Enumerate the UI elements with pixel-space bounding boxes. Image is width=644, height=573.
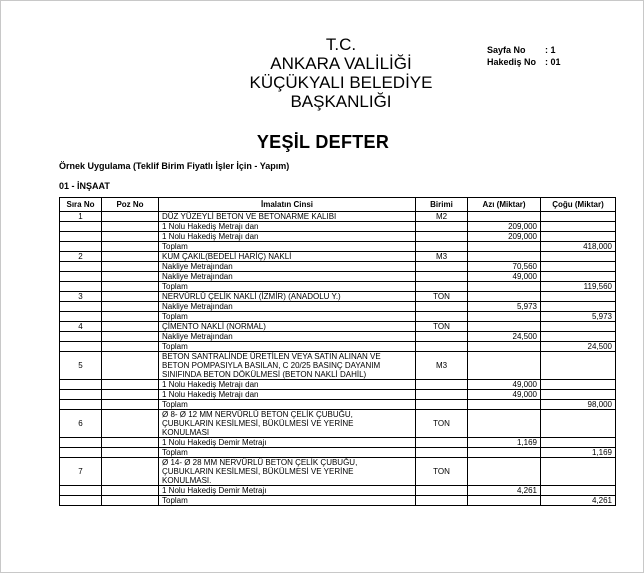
- institution-title: [201, 35, 481, 111]
- cell-poz: [102, 252, 159, 262]
- cell-birim: [416, 496, 468, 506]
- table-row: [60, 292, 616, 302]
- cell-sira: [60, 232, 102, 242]
- title-line-1: T.C.: [325, 35, 357, 54]
- cell-cogu: [541, 252, 616, 262]
- cell-poz: [102, 212, 159, 222]
- cell-poz: [102, 400, 159, 410]
- section-heading: 01 - İNŞAAT: [59, 181, 110, 191]
- cell-azi: 49,000: [468, 272, 541, 282]
- table-row: [60, 312, 616, 322]
- cell-cogu: [541, 322, 616, 332]
- table-row: [60, 352, 616, 380]
- cell-cogu: [541, 438, 616, 448]
- cell-birim: [416, 282, 468, 292]
- cell-birim: [416, 272, 468, 282]
- cell-birim: [416, 400, 468, 410]
- cell-sira: [60, 438, 102, 448]
- cell-birim: TON: [416, 410, 468, 438]
- table-row: [60, 380, 616, 390]
- cell-cins: Nakliye Metrajından: [159, 302, 416, 312]
- cell-azi: [468, 212, 541, 222]
- cell-cins: Toplam: [159, 282, 416, 292]
- cell-cins: Toplam: [159, 496, 416, 506]
- table-row: [60, 410, 616, 438]
- table-row: [60, 282, 616, 292]
- column-header-poz: Poz No: [102, 198, 159, 212]
- page-number-value: : 1: [545, 45, 556, 55]
- cell-cogu: 24,500: [541, 342, 616, 352]
- table-row: [60, 332, 616, 342]
- cell-birim: [416, 380, 468, 390]
- cell-azi: [468, 458, 541, 486]
- cell-azi: 5,973: [468, 302, 541, 312]
- cell-sira: [60, 312, 102, 322]
- cell-poz: [102, 292, 159, 302]
- cell-sira: [60, 380, 102, 390]
- table-row: [60, 262, 616, 272]
- cell-poz: [102, 458, 159, 486]
- table-row: [60, 486, 616, 496]
- cell-sira: [60, 262, 102, 272]
- cell-azi: 4,261: [468, 486, 541, 496]
- table-row: [60, 400, 616, 410]
- title-line-4: BAŞKANLIĞI: [290, 92, 392, 111]
- cell-cogu: [541, 486, 616, 496]
- table-row: [60, 342, 616, 352]
- cell-birim: [416, 222, 468, 232]
- cell-cins: BETON SANTRALİNDE ÜRETİLEN VEYA SATIN ALINAN VE BETON POMPASIYLA BASILAN, C 20/25 BASINÇ DAYANIM SINIFINDA BETON DÖKÜLMESİ (BETON NAKLİ DAHİL): [159, 352, 416, 380]
- hakedis-number-value: : 01: [545, 57, 561, 67]
- cell-cogu: [541, 222, 616, 232]
- cell-poz: [102, 282, 159, 292]
- table-row: [60, 222, 616, 232]
- cell-birim: [416, 242, 468, 252]
- title-line-3: KÜÇÜKYALI BELEDİYE: [249, 73, 433, 92]
- cell-azi: 209,000: [468, 232, 541, 242]
- cell-azi: [468, 400, 541, 410]
- cell-cogu: [541, 232, 616, 242]
- table-row: [60, 496, 616, 506]
- cell-poz: [102, 352, 159, 380]
- cell-sira: [60, 496, 102, 506]
- cell-poz: [102, 448, 159, 458]
- table-row: [60, 438, 616, 448]
- cell-cins: Toplam: [159, 312, 416, 322]
- cell-cogu: [541, 352, 616, 380]
- table-row: [60, 390, 616, 400]
- table-row: [60, 242, 616, 252]
- cell-cogu: [541, 410, 616, 438]
- cell-cogu: 4,261: [541, 496, 616, 506]
- page-meta: [487, 45, 561, 69]
- cell-azi: [468, 282, 541, 292]
- table-row: [60, 458, 616, 486]
- cell-birim: [416, 332, 468, 342]
- table-row: [60, 232, 616, 242]
- cell-cogu: [541, 332, 616, 342]
- cell-sira: 4: [60, 322, 102, 332]
- cell-poz: [102, 222, 159, 232]
- cell-cins: Toplam: [159, 448, 416, 458]
- cell-cins: 1 Nolu Hakediş Metrajı dan: [159, 232, 416, 242]
- cell-poz: [102, 232, 159, 242]
- cell-poz: [102, 302, 159, 312]
- cell-cogu: [541, 292, 616, 302]
- column-header-cogu: Çoğu (Miktar): [541, 198, 616, 212]
- cell-azi: [468, 342, 541, 352]
- cell-cins: 1 Nolu Hakediş Demir Metrajı: [159, 486, 416, 496]
- column-header-azi: Azı (Miktar): [468, 198, 541, 212]
- cell-cins: Toplam: [159, 242, 416, 252]
- cell-sira: 1: [60, 212, 102, 222]
- cell-cins: NERVÜRLÜ ÇELİK NAKLİ (İZMİR) (ANADOLU Y.): [159, 292, 416, 302]
- cell-birim: [416, 486, 468, 496]
- table-row: [60, 252, 616, 262]
- cell-birim: [416, 302, 468, 312]
- cell-birim: [416, 312, 468, 322]
- cell-sira: [60, 222, 102, 232]
- cell-azi: 49,000: [468, 390, 541, 400]
- cell-cins: 1 Nolu Hakediş Demir Metrajı: [159, 438, 416, 448]
- cell-poz: [102, 322, 159, 332]
- cell-birim: M2: [416, 212, 468, 222]
- cell-cins: Nakliye Metrajından: [159, 332, 416, 342]
- cell-cins: DÜZ YÜZEYLİ BETON VE BETONARME KALIBI: [159, 212, 416, 222]
- cell-azi: 70,560: [468, 262, 541, 272]
- cell-cogu: [541, 390, 616, 400]
- cell-sira: 2: [60, 252, 102, 262]
- cell-poz: [102, 496, 159, 506]
- cell-birim: TON: [416, 292, 468, 302]
- cell-cins: Toplam: [159, 400, 416, 410]
- cell-sira: 7: [60, 458, 102, 486]
- column-header-birim: Birimi: [416, 198, 468, 212]
- cell-sira: [60, 272, 102, 282]
- cell-cins: 1 Nolu Hakediş Metrajı dan: [159, 222, 416, 232]
- cell-cogu: [541, 262, 616, 272]
- cell-cogu: 119,560: [541, 282, 616, 292]
- cell-birim: M3: [416, 252, 468, 262]
- cell-sira: [60, 342, 102, 352]
- cell-poz: [102, 262, 159, 272]
- cell-birim: [416, 438, 468, 448]
- cell-cins: Toplam: [159, 342, 416, 352]
- cell-poz: [102, 242, 159, 252]
- cell-sira: [60, 332, 102, 342]
- cell-sira: [60, 486, 102, 496]
- cell-cins: Nakliye Metrajından: [159, 272, 416, 282]
- cell-cins: KUM ÇAKIL(BEDELİ HARİÇ) NAKLİ: [159, 252, 416, 262]
- cell-cogu: [541, 302, 616, 312]
- table-row: [60, 448, 616, 458]
- cell-azi: [468, 410, 541, 438]
- cell-birim: [416, 232, 468, 242]
- cell-sira: [60, 282, 102, 292]
- cell-sira: 3: [60, 292, 102, 302]
- cell-poz: [102, 332, 159, 342]
- cell-cogu: [541, 212, 616, 222]
- cell-azi: [468, 242, 541, 252]
- cell-poz: [102, 272, 159, 282]
- cell-birim: [416, 448, 468, 458]
- cell-sira: 5: [60, 352, 102, 380]
- cell-cins: Nakliye Metrajından: [159, 262, 416, 272]
- cell-sira: [60, 400, 102, 410]
- cell-azi: [468, 252, 541, 262]
- table-row: [60, 272, 616, 282]
- cell-cogu: [541, 458, 616, 486]
- cell-birim: [416, 262, 468, 272]
- cell-cogu: [541, 272, 616, 282]
- table-row: [60, 212, 616, 222]
- table-body: [60, 212, 616, 506]
- document-title: YEŞİL DEFTER: [256, 132, 390, 152]
- cell-cogu: [541, 380, 616, 390]
- cell-birim: M3: [416, 352, 468, 380]
- cell-cins: 1 Nolu Hakediş Metrajı dan: [159, 380, 416, 390]
- cell-sira: [60, 302, 102, 312]
- cell-birim: TON: [416, 458, 468, 486]
- cell-azi: 1,169: [468, 438, 541, 448]
- table-row: [60, 322, 616, 332]
- document-subtitle: Örnek Uygulama (Teklif Birim Fiyatlı İşler İçin - Yapım): [59, 161, 290, 171]
- cell-poz: [102, 438, 159, 448]
- table-row: [60, 302, 616, 312]
- page-number-label: Sayfa No: [487, 45, 526, 55]
- cell-azi: 24,500: [468, 332, 541, 342]
- cell-azi: [468, 352, 541, 380]
- cell-poz: [102, 486, 159, 496]
- title-line-2: ANKARA VALİLİĞİ: [270, 54, 412, 73]
- cell-cogu: 98,000: [541, 400, 616, 410]
- cell-cins: Ø 14- Ø 28 MM NERVÜRLÜ BETON ÇELİK ÇUBUĞU, ÇUBUKLARIN KESİLMESİ, BÜKÜLMESİ VE YERİNE KONULMASI.: [159, 458, 416, 486]
- cell-cogu: 418,000: [541, 242, 616, 252]
- cell-azi: 49,000: [468, 380, 541, 390]
- cell-azi: [468, 496, 541, 506]
- cell-birim: [416, 390, 468, 400]
- cell-cins: Ø 8- Ø 12 MM NERVÜRLÜ BETON ÇELİK ÇUBUĞU, ÇUBUKLARIN KESİLMESİ, BÜKÜLMESİ VE YERİNE KONULMASI: [159, 410, 416, 438]
- column-header-sira: Sıra No: [60, 198, 102, 212]
- cell-sira: [60, 448, 102, 458]
- column-header-cins: İmalatın Cinsi: [159, 198, 416, 212]
- cell-azi: [468, 292, 541, 302]
- cell-azi: [468, 312, 541, 322]
- cell-poz: [102, 312, 159, 322]
- cell-azi: 209,000: [468, 222, 541, 232]
- cell-cins: 1 Nolu Hakediş Metrajı dan: [159, 390, 416, 400]
- cell-sira: [60, 242, 102, 252]
- cell-sira: 6: [60, 410, 102, 438]
- cell-poz: [102, 380, 159, 390]
- cell-cogu: 1,169: [541, 448, 616, 458]
- table-header-row: [60, 198, 616, 212]
- cell-poz: [102, 410, 159, 438]
- cell-sira: [60, 390, 102, 400]
- cell-birim: TON: [416, 322, 468, 332]
- hakedis-number-label: Hakediş No: [487, 57, 537, 67]
- quantity-table: [59, 197, 616, 506]
- cell-birim: [416, 342, 468, 352]
- cell-cogu: 5,973: [541, 312, 616, 322]
- cell-poz: [102, 390, 159, 400]
- cell-azi: [468, 322, 541, 332]
- cell-cins: ÇİMENTO NAKLİ (NORMAL): [159, 322, 416, 332]
- cell-azi: [468, 448, 541, 458]
- cell-poz: [102, 342, 159, 352]
